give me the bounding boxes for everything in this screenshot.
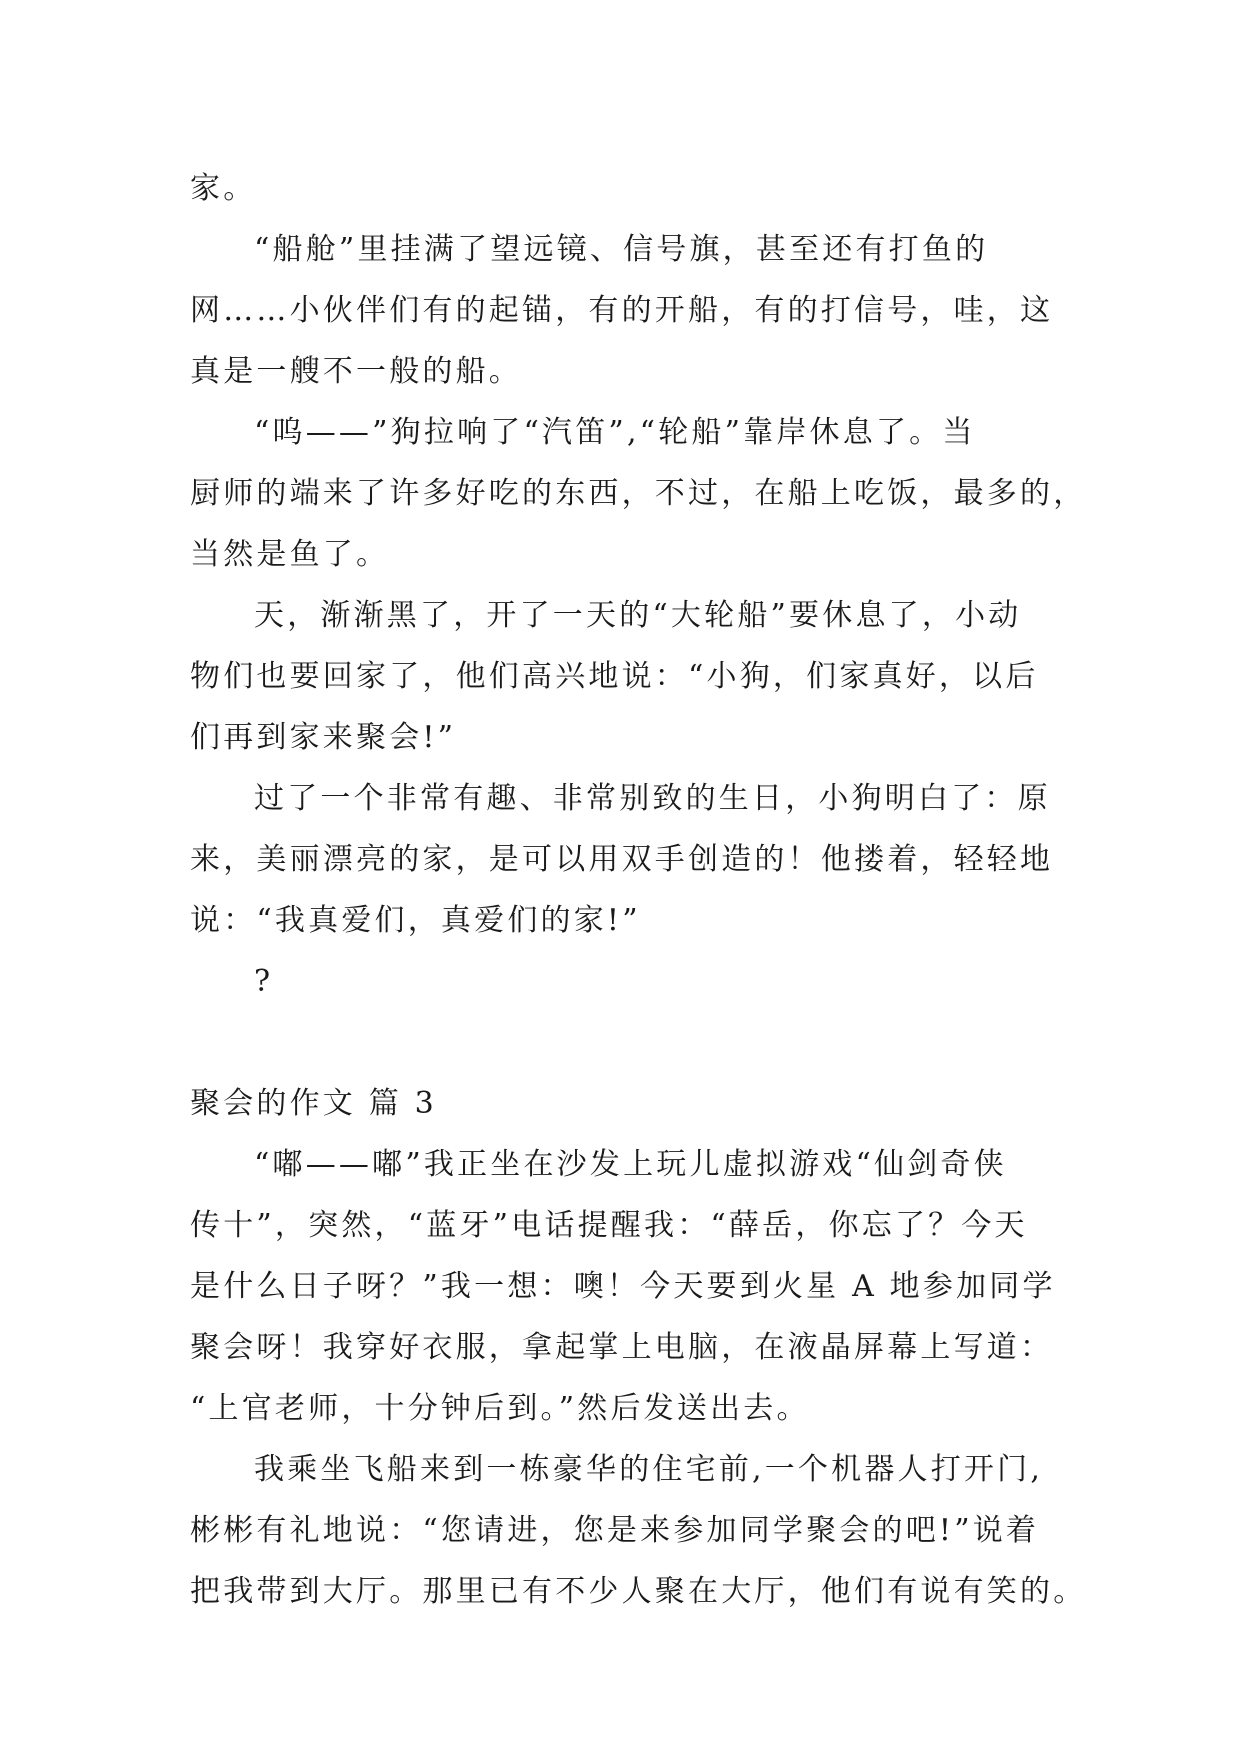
- paragraph-start-line: “呜——”狗拉响了“汽笛”,“轮船”靠岸休息了。当: [254, 415, 976, 450]
- text-line: 物们也要回家了，他们高兴地说：“小狗，们家真好，以后: [190, 659, 1039, 694]
- paragraph-start-line: 过了一个非常有趣、非常别致的生日，小狗明白了：原: [254, 781, 1051, 816]
- text-line: 传十”，突然，“蓝牙”电话提醒我：“薛岳，你忘了？今天: [190, 1208, 1028, 1243]
- text-line: 说：“我真爱们，真爱们的家!”: [190, 903, 641, 938]
- text-line: 来，美丽漂亮的家，是可以用双手创造的！他搂着，轻轻地: [190, 842, 1054, 877]
- text-line: 是什么日子呀？”我一想：噢！今天要到火星 A 地参加同学: [190, 1269, 1056, 1304]
- question-mark-line: ?: [254, 964, 274, 999]
- text-line: “上官老师，十分钟后到。”然后发送出去。: [190, 1391, 810, 1426]
- text-line: 们再到家来聚会!”: [190, 720, 457, 755]
- paragraph-start-line: 我乘坐飞船来到一栋豪华的住宅前,一个机器人打开门,: [254, 1452, 1044, 1487]
- text-line: 厨师的端来了许多好吃的东西，不过，在船上吃饭，最多的，: [190, 476, 1087, 511]
- section-spacer: [190, 1012, 1050, 1073]
- text-line: 把我带到大厅。那里已有不少人聚在大厅，他们有说有笑的。: [190, 1574, 1087, 1609]
- paragraph-start-line: “嘟——嘟”我正坐在沙发上玩儿虚拟游戏“仙剑奇侠: [254, 1147, 1007, 1182]
- text-line: 聚会呀！我穿好衣服，拿起掌上电脑，在液晶屏幕上写道：: [190, 1330, 1054, 1365]
- paragraph-start-line: “船舱”里挂满了望远镜、信号旗，甚至还有打鱼的: [254, 232, 989, 267]
- paragraph-start-line: 天，渐渐黑了，开了一天的“大轮船”要休息了，小动: [254, 598, 1022, 633]
- text-line: 真是一艘不一般的船。: [190, 354, 522, 389]
- document-body: [190, 158, 1087, 1622]
- text-line: 网……小伙伴们有的起锚，有的开船，有的打信号，哇，这: [190, 293, 1054, 328]
- text-line: 当然是鱼了。: [190, 537, 390, 572]
- text-line: 彬彬有礼地说：“您请进，您是来参加同学聚会的吧!”说着: [190, 1513, 1040, 1548]
- text-line: 家。: [190, 171, 257, 206]
- section-title: 聚会的作文 篇 3: [190, 1086, 437, 1121]
